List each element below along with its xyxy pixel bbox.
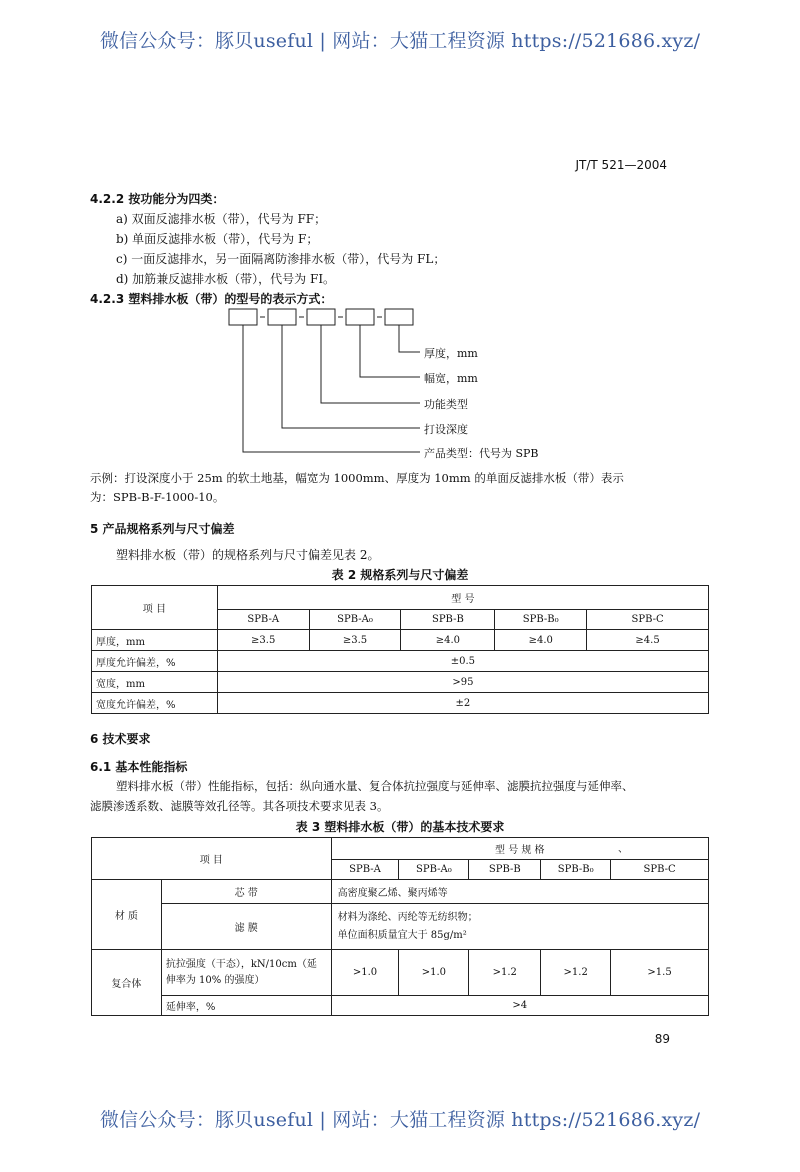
filter-value-line-2: 单位面积质量宜大于 85g/m² (337, 929, 467, 941)
list-item: a) 双面反滤排水板（带），代号为 FF； (116, 212, 327, 226)
diagram-label-width: 幅宽，mm (424, 372, 478, 385)
table-header-cell: SPB-C (587, 610, 709, 630)
table-cell: 延伸率，% (161, 996, 331, 1016)
table-cell: ≥3.5 (309, 630, 401, 651)
table-header-cell: SPB-B (401, 610, 495, 630)
section-5-heading: 5 产品规格系列与尺寸偏差 (90, 522, 235, 536)
table-cell: ≥4.0 (401, 630, 495, 651)
table-row (92, 630, 709, 651)
table-3-caption: 表 3 塑料排水板（带）的基本技术要求 (295, 820, 505, 834)
table-header-cell: SPB-A₀ (309, 610, 401, 630)
table-header-cell: SPB-A₀ (399, 860, 469, 880)
table-cell: >4 (331, 996, 708, 1016)
table-row (92, 950, 709, 996)
standard-number: JT/T 521—2004 (575, 158, 667, 172)
table-header-model (331, 838, 708, 860)
stray-mark: 、 (618, 844, 628, 855)
table-header-item: 项 目 (92, 586, 218, 630)
table-header-cell: SPB-B (469, 860, 541, 880)
watermark-bottom: 微信公众号：豚贝useful | 网站：大猫工程资源 https://521686.xyz/ (99, 1109, 701, 1131)
table-cell: ≥4.5 (587, 630, 709, 651)
table-header-model: 型 号 (217, 586, 708, 610)
section-4-2-2-heading: 4.2.2 按功能分为四类： (90, 192, 225, 206)
table-cell: 滤 膜 (161, 904, 331, 950)
table-cell: 厚度允许偏差，% (92, 651, 218, 672)
table-cell (331, 904, 708, 950)
table-cell: ±0.5 (217, 651, 708, 672)
table-header-cell: SPB-A (217, 610, 309, 630)
code-box-3 (307, 309, 335, 325)
diagram-label-depth: 打设深度 (424, 423, 468, 436)
table-cell: >1.2 (469, 950, 541, 996)
code-box-5 (385, 309, 413, 325)
table-cell: >1.0 (399, 950, 469, 996)
model-notation-diagram (0, 0, 800, 470)
section-5-text: 塑料排水板（带）的规格系列与尺寸偏差见表 2。 (116, 548, 380, 562)
table-cell: ≥3.5 (217, 630, 309, 651)
table-header-cell: SPB-B₀ (541, 860, 611, 880)
code-box-2 (268, 309, 296, 325)
table-cell: ≥4.0 (495, 630, 587, 651)
table-row (92, 996, 709, 1016)
example-text-cont: 为：SPB-B-F-1000-10。 (90, 490, 225, 504)
table-2-caption: 表 2 规格系列与尺寸偏差 (331, 568, 469, 582)
table-cell: 抗拉强度（干态），kN/10cm（延伸率为 10% 的强度） (161, 950, 331, 996)
table-2 (91, 585, 709, 714)
table-row (92, 693, 709, 714)
table-cell: ±2 (217, 693, 708, 714)
table-row (92, 651, 709, 672)
table-header-cell: SPB-C (611, 860, 709, 880)
list-item: c) 一面反滤排水，另一面隔离防渗排水板（带），代号为 FL； (116, 252, 446, 266)
table-cell: >1.2 (541, 950, 611, 996)
section-6-1-text: 塑料排水板（带）性能指标，包括：纵向通水量、复合体抗拉强度与延伸率、滤膜抗拉强度与延伸率、 (116, 779, 634, 793)
table-cell: 宽度，mm (92, 672, 218, 693)
section-4-2-3-heading: 4.2.3 塑料排水板（带）的型号的表示方式： (90, 292, 333, 306)
section-6-heading: 6 技术要求 (90, 732, 151, 746)
diagram-label-product: 产品类型：代号为 SPB (424, 447, 539, 460)
table-cell: 厚度，mm (92, 630, 218, 651)
section-6-1-heading: 6.1 基本性能指标 (90, 760, 188, 774)
table-cell: >1.0 (331, 950, 399, 996)
filter-value-line-1: 材料为涤纶、丙纶等无纺织物； (337, 911, 478, 923)
table-header-cell: SPB-B₀ (495, 610, 587, 630)
table-cell: 高密度聚乙烯、聚丙烯等 (331, 880, 708, 904)
table-cell: 宽度允许偏差，% (92, 693, 218, 714)
table-row (92, 880, 709, 904)
table-cell: 材 质 (92, 880, 162, 950)
example-text: 示例：打设深度小于 25m 的软土地基，幅宽为 1000mm、厚度为 10mm 的单面反滤排水板（带）表示 (90, 471, 624, 485)
table-cell: >95 (217, 672, 708, 693)
table-cell: 芯 带 (161, 880, 331, 904)
code-box-4 (346, 309, 374, 325)
table-header-cell: SPB-A (331, 860, 399, 880)
code-box-1 (229, 309, 257, 325)
watermark-top: 微信公众号：豚贝useful | 网站：大猫工程资源 https://521686.xyz/ (99, 30, 701, 52)
table-cell: 复合体 (92, 950, 162, 1016)
table-row (92, 904, 709, 950)
diagram-label-function: 功能类型 (424, 398, 468, 411)
list-item: b) 单面反滤排水板（带），代号为 F； (116, 232, 319, 246)
table-header-item: 项 目 (92, 838, 332, 880)
table-cell: >1.5 (611, 950, 709, 996)
list-item: d) 加筋兼反滤排水板（带），代号为 FI。 (116, 272, 336, 286)
table-row (92, 672, 709, 693)
section-6-1-text-cont: 滤膜渗透系数、滤膜等效孔径等。其各项技术要求见表 3。 (90, 799, 389, 813)
page-number: 89 (654, 1032, 670, 1046)
table-3 (91, 837, 709, 1016)
diagram-label-thickness: 厚度，mm (424, 347, 478, 360)
table-header-model-label: 型 号 规 格 (495, 845, 545, 856)
